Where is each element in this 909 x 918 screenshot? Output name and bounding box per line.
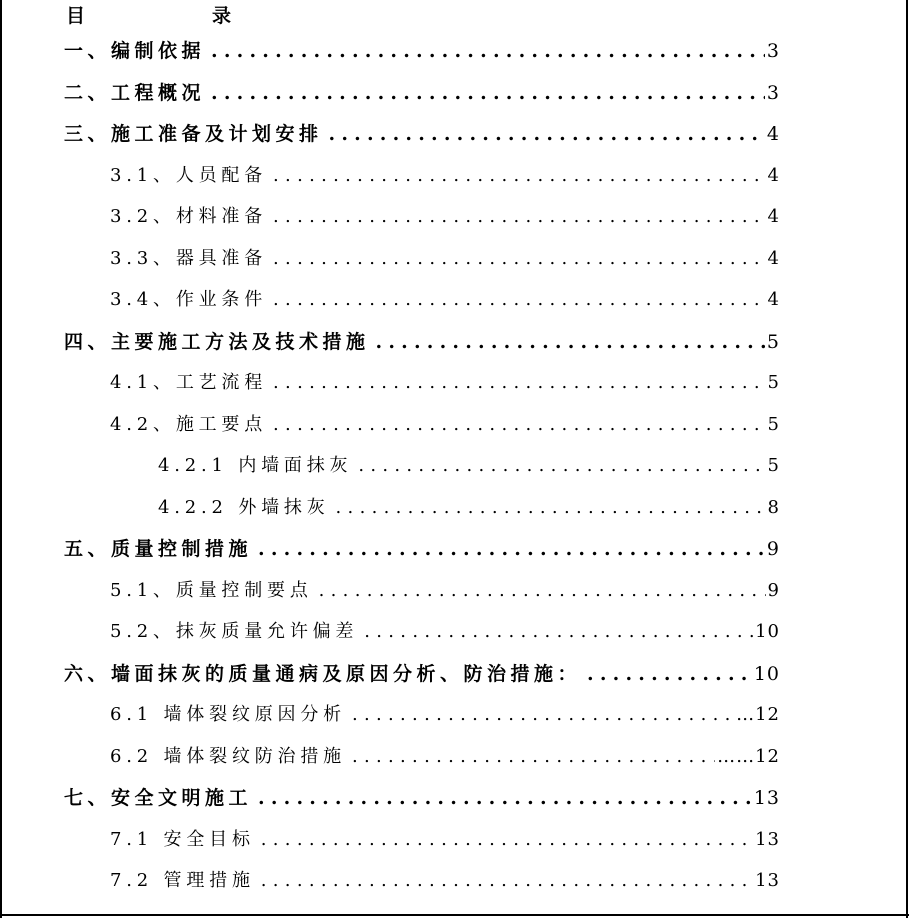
toc-dot-leader — [330, 491, 766, 525]
toc-entry[interactable] — [110, 698, 780, 732]
toc-entry[interactable] — [64, 657, 780, 691]
toc-page-number: 4 — [767, 289, 780, 310]
toc-entry-label: 六、墙面抹灰的质量通病及原因分析、防治措施： — [64, 662, 582, 685]
toc-page-number: …12 — [736, 704, 780, 725]
toc-page-number: 4 — [767, 247, 780, 269]
toc-dot-leader — [346, 698, 734, 732]
toc-page-number: 3 — [766, 81, 780, 104]
toc-dot-leader — [255, 864, 753, 898]
toc-entry[interactable] — [110, 366, 780, 400]
toc-page-number: 4 — [766, 123, 780, 145]
toc-entry[interactable] — [64, 34, 780, 68]
toc-page-number: 5 — [767, 372, 780, 393]
page-border-right — [906, 0, 908, 918]
toc-entry[interactable] — [158, 449, 780, 483]
toc-entry[interactable] — [110, 615, 780, 649]
toc-dot-leader — [267, 366, 766, 400]
toc-dot-leader — [252, 781, 752, 815]
toc-dot-leader — [255, 823, 753, 857]
toc-entry[interactable] — [110, 159, 780, 193]
toc-entry-label: 3.3、器具准备 — [110, 247, 268, 269]
toc-page-number: 10 — [753, 662, 780, 685]
toc-entry[interactable] — [64, 781, 780, 815]
toc-entry-label: 3.2、材料准备 — [110, 206, 268, 227]
toc-page-number: 13 — [755, 870, 780, 891]
page-border-left — [0, 0, 2, 918]
toc-entry-label: 3.4、作业条件 — [110, 289, 268, 310]
toc-dot-leader — [352, 449, 765, 483]
toc-entry-label: 4.2.2 外墙抹灰 — [158, 496, 330, 518]
toc-dot-leader — [267, 283, 766, 317]
toc-entry-label: 4.2、施工要点 — [110, 413, 268, 435]
toc-entry[interactable] — [110, 242, 780, 276]
toc-dot-leader — [267, 242, 766, 276]
toc-entry-label: 7.1 安全目标 — [110, 828, 255, 850]
toc-dot-leader — [313, 574, 766, 608]
toc-dot-leader — [267, 200, 766, 234]
toc-dot-leader — [323, 117, 765, 151]
toc-entry-label: 3.1、人员配备 — [110, 164, 268, 186]
toc-dot-leader — [346, 740, 715, 774]
toc-entry[interactable] — [110, 574, 780, 608]
toc-dot-leader — [205, 76, 765, 110]
toc-entry-label: 三、施工准备及计划安排 — [64, 123, 323, 145]
toc-page-number: 5 — [767, 413, 780, 435]
page-border-bottom — [0, 914, 909, 916]
toc-dot-leader — [205, 34, 765, 68]
toc-entry[interactable] — [110, 864, 780, 898]
toc-entry-label: 5.1、质量控制要点 — [110, 579, 313, 601]
toc-entry-label: 5.2、抹灰质量允许偏差 — [110, 621, 359, 642]
toc-dot-leader — [267, 159, 766, 193]
toc-dot-leader — [581, 657, 752, 691]
toc-dot-leader — [252, 532, 765, 566]
toc-page-number: 4 — [767, 206, 780, 227]
toc-entry[interactable] — [64, 325, 780, 359]
toc-entry[interactable] — [110, 823, 780, 857]
toc-page-number: 13 — [755, 828, 780, 850]
toc-entry-label: 7.2 管理措施 — [110, 870, 255, 891]
toc-page-number: 4 — [767, 164, 780, 186]
toc-entry-label: 七、安全文明施工 — [64, 787, 253, 809]
toc-page-number: 8 — [767, 496, 780, 518]
toc-dot-leader — [370, 325, 765, 359]
toc-page-number: 9 — [767, 579, 780, 601]
toc-page-number: ……12 — [717, 745, 780, 767]
toc-page-number: 3 — [766, 40, 780, 62]
toc-entry-label: 四、主要施工方法及技术措施 — [64, 330, 370, 353]
toc-page-number: 13 — [753, 787, 780, 809]
toc-entry-label: 4.2.1 内墙面抹灰 — [158, 455, 353, 476]
toc-entry-label: 6.1 墙体裂纹原因分析 — [110, 704, 346, 725]
toc-dot-leader — [267, 408, 766, 442]
toc-page-number: 5 — [767, 455, 780, 476]
toc-entry[interactable] — [158, 491, 780, 525]
toc-page-number: 10 — [755, 621, 780, 642]
toc-entry-label: 五、质量控制措施 — [64, 538, 253, 560]
toc-title: 目 录 — [66, 5, 286, 27]
toc-entry[interactable] — [110, 740, 780, 774]
toc-entry-label: 6.2 墙体裂纹防治措施 — [110, 745, 346, 767]
toc-entry[interactable] — [64, 76, 780, 110]
toc-page-number: 9 — [766, 538, 780, 560]
toc-entry[interactable] — [110, 408, 780, 442]
toc-entry[interactable] — [64, 117, 780, 151]
toc-entry-label: 二、工程概况 — [64, 81, 206, 104]
toc-entry-label: 一、编制依据 — [64, 40, 206, 62]
toc-page-number: 5 — [766, 330, 780, 353]
toc-entry[interactable] — [110, 283, 780, 317]
toc-entry[interactable] — [64, 532, 780, 566]
toc-entry[interactable] — [110, 200, 780, 234]
toc-dot-leader — [358, 615, 753, 649]
toc-entry-label: 4.1、工艺流程 — [110, 372, 268, 393]
